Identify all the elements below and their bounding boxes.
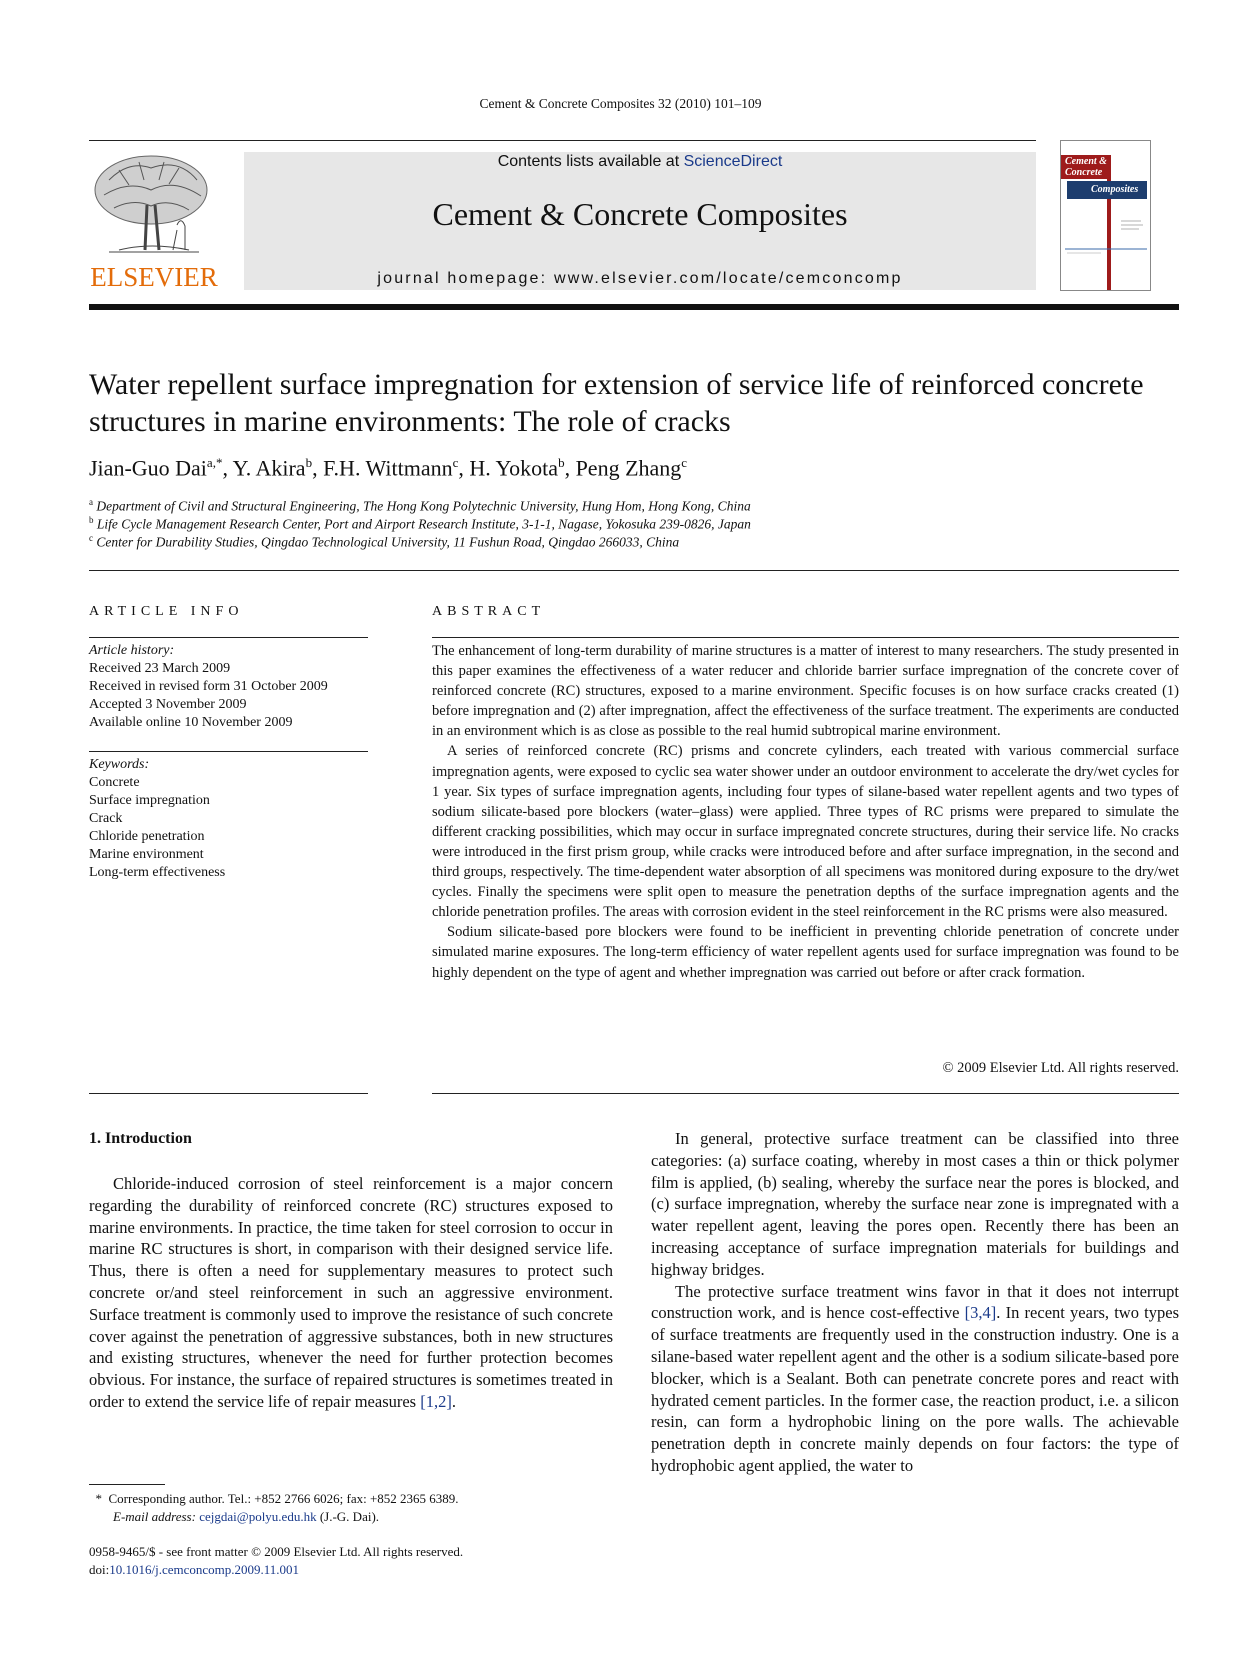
journal-title: Cement & Concrete Composites (432, 196, 848, 232)
abstract-paragraph: Sodium silicate-based pore blockers were found to be inefficient in preventing chloride penetration of concrete under simulated marine exposures. The long-term efficiency of water repellent agents used for surface impregnation was found to be highly dependent on the type of agent and whether impregnation was carried out before or after crack formation. (432, 924, 1179, 981)
article-info-heading: ARTICLE INFO (89, 604, 244, 619)
keyword: Concrete (89, 775, 140, 790)
keyword: Crack (89, 811, 123, 826)
abstract-heading: ABSTRACT (432, 604, 546, 619)
header-rule (89, 140, 1036, 141)
author-sup[interactable]: c (452, 455, 459, 470)
cover-title-line1: Cement & (1065, 156, 1107, 167)
author-sup[interactable]: b (558, 455, 565, 470)
contents-line (244, 153, 1036, 171)
author-sep: , (564, 455, 576, 481)
affiliation-a (89, 497, 1179, 515)
author-name: F.H. Wittmann (323, 455, 453, 481)
keywords (89, 756, 374, 882)
info-rule (89, 751, 368, 752)
history-item: Available online 10 November 2009 (89, 715, 293, 730)
footnote-marker: * (89, 1491, 109, 1506)
author-sup[interactable]: b (305, 455, 313, 470)
running-header: Cement & Concrete Composites 32 (2010) 101–109 (479, 96, 762, 111)
author-name: Peng Zhang (575, 455, 682, 481)
affiliation-sup: b (89, 515, 94, 525)
doi-label: doi: (89, 1562, 110, 1577)
author-sep: , (222, 455, 233, 481)
keyword: Marine environment (89, 847, 204, 862)
history-item: Received in revised form 31 October 2009 (89, 679, 328, 694)
email-suffix: (J.-G. Dai). (316, 1509, 380, 1524)
body-text: . (451, 1391, 456, 1411)
abstract-copyright: © 2009 Elsevier Ltd. All rights reserved. (942, 1060, 1179, 1076)
citation-link[interactable]: [1,2] (420, 1391, 452, 1411)
banner-bottom-rule (89, 304, 1179, 310)
author-sep: , (458, 455, 470, 481)
issn-line: 0958-9465/$ - see front matter © 2009 Elsevier Ltd. All rights reserved. (89, 1544, 464, 1559)
author-name: Jian-Guo Dai (89, 455, 207, 481)
keyword: Chloride penetration (89, 829, 205, 844)
abstract-paragraph: A series of reinforced concrete (RC) prisms and concrete cylinders, each treated with various commercial surface impregnation agents, were exposed to cyclic sea water shower under an outdoor environment to accelerate the dry/wet cycles for 1 year. Six types of surface impregnation agents, including four types of silane-based water repellent agents and two types of sodium silicate-based pore blockers (water–glass) were applied. Three types of RC prisms were prepared to simulate the different cracking possibilities, which may occur in surface impregnated concrete structures, during their service life. No cracks were introduced in the first prism group, while cracks were introduced before and after surface impregnation, in the second and third groups, respectively. The time-dependent water absorption of all specimens was monitored during exposure to the dry/wet cycles. Finally the specimens were split open to measure the penetration depths of the surface impregnation agents and the chloride penetration profiles. The areas with corrosion evident in the steel reinforcement in the RC prisms were also measured. (432, 743, 1179, 921)
article-title: Water repellent surface impregnation for extension of service life of reinforced concrete structures in marine environments: The role of cracks (89, 368, 1144, 438)
contents-prefix: Contents lists available at (497, 153, 684, 170)
body-column-right (651, 1128, 1179, 1477)
front-rule (89, 570, 1179, 571)
body-paragraph (651, 1281, 1179, 1477)
keywords-label: Keywords: (89, 757, 150, 772)
body-paragraph: In general, protective surface treatment can be classified into three categories: (a) surface coating, whereby in most cases a thin or thick polymer film is applied, (b) sealing, whereby the surface near the pores is blocked, and (c) surface impregnation, whereby the surface near zone is impregnated with a water repellent agent, leaving the pores open. Recently there has been an increasing acceptance of surface impregnation materials for buildings and highway bridges. (651, 1129, 1179, 1279)
affiliation-b (89, 515, 1179, 533)
author-list (89, 455, 1179, 481)
keyword: Long-term effectiveness (89, 865, 226, 880)
abstract-paragraph: The enhancement of long-term durability of marine structures is a matter of interest to many researchers. The study presented in this paper examines the effectiveness of a water reducer and chloride barrier surface impregnation of the concrete cover of reinforced concrete (RC) structures, exposed to a marine environment. Specific focuses is on how surface cracks created (1) before impregnation and (2) after impregnation, affect the effectiveness of the surface treatment. The experiments are conducted in an environment which is as close as possible to the real humid subtropical marine environment. (432, 643, 1179, 740)
footnote-rule (89, 1484, 165, 1485)
body-text: The protective surface treatment wins favor in that it does not interrupt construction work, and is hence cost-effective (651, 1281, 1179, 1323)
journal-cover-thumbnail (1060, 140, 1151, 291)
keyword: Surface impregnation (89, 793, 210, 808)
citation-link[interactable]: [3,4] (964, 1303, 997, 1323)
info-rule (89, 1093, 368, 1094)
footnote-email-line (89, 1508, 629, 1526)
sciencedirect-link[interactable]: ScienceDirect (683, 153, 783, 170)
affiliation-sup: a (89, 497, 93, 507)
history-item: Accepted 3 November 2009 (89, 697, 247, 712)
history-item: Received 23 March 2009 (89, 661, 231, 676)
front-matter (89, 1543, 629, 1579)
author-name: Y. Akira (232, 455, 306, 481)
author-sep: , (312, 455, 324, 481)
section-heading: 1. Introduction (89, 1130, 192, 1147)
body-column-left (89, 1173, 613, 1413)
footnote-text: Corresponding author. Tel.: +852 2766 6026; fax: +852 2365 6389. (108, 1491, 459, 1506)
author-name: H. Yokota (469, 455, 559, 481)
abstract-body (432, 641, 1179, 983)
history-label: Article history: (89, 643, 175, 658)
elsevier-logo-text: ELSEVIER (90, 262, 218, 292)
email-label: E-mail address: (113, 1509, 200, 1524)
info-rule (89, 637, 368, 638)
abstract-rule (432, 637, 1179, 638)
footnote-line (89, 1490, 629, 1508)
cover-title-line2: Concrete (1065, 167, 1103, 178)
affiliation-text: Life Cycle Management Research Center, Port and Airport Research Institute, 3-1-1, Nagase, Yokosuka 239-0826, Japan (96, 516, 751, 532)
body-text: . In recent years, two types of surface treatments are frequently used in the construction industry. One is a silane-based water repellent agent and the other is a sodium silicate-based pore blocker, which is a Sealant. Both can penetrate concrete pores and react with hydrated cement particles. In the former case, the reaction product, i.e. a silicon resin, can form a hydrophobic lining on the pore walls. The achievable penetration depth in concrete mainly depends on four factors: the type of hydrophobic agent applied, the water to (651, 1303, 1179, 1475)
author-sup[interactable]: c (681, 455, 688, 470)
email-link[interactable]: cejgdai@polyu.edu.hk (199, 1509, 317, 1524)
doi-link[interactable]: 10.1016/j.cemconcomp.2009.11.001 (109, 1562, 300, 1577)
doi-line (89, 1561, 629, 1579)
author-sup[interactable]: a,* (206, 455, 223, 470)
cover-title-line3: Composites (1091, 184, 1139, 195)
abstract-rule (432, 1093, 1179, 1094)
affiliation-text: Center for Durability Studies, Qingdao Technological University, 11 Fushun Road, Qingdao 266033, China (96, 534, 680, 550)
affiliation-c (89, 533, 1179, 551)
affiliation-sup: c (89, 533, 93, 543)
affiliation-text: Department of Civil and Structural Engineering, The Hong Kong Polytechnic University, Hung Hom, Hong Kong, China (96, 498, 751, 514)
footnote (89, 1490, 629, 1526)
body-paragraph (89, 1173, 613, 1413)
body-text: Chloride-induced corrosion of steel reinforcement is a major concern regarding the durability of reinforced concrete (RC) structures exposed to marine environments. In practice, the time taken for steel corrosion to occur in marine RC structures is short, in comparison with their designed service life. Thus, there is often a need for supplementary measures to protect such concrete or/and steel reinforcement in such an aggressive environment. Surface treatment is commonly used to improve the resistance of such concrete cover against the penetration of aggressive substances, both in new structures and existing structures, whenever the need for further protection becomes obvious. For instance, the surface of repaired structures is sometimes treated in order to extend the service life of repair measures (89, 1174, 613, 1411)
article-history (89, 642, 374, 732)
journal-homepage[interactable]: journal homepage: www.elsevier.com/locate/cemconcomp (377, 270, 903, 287)
